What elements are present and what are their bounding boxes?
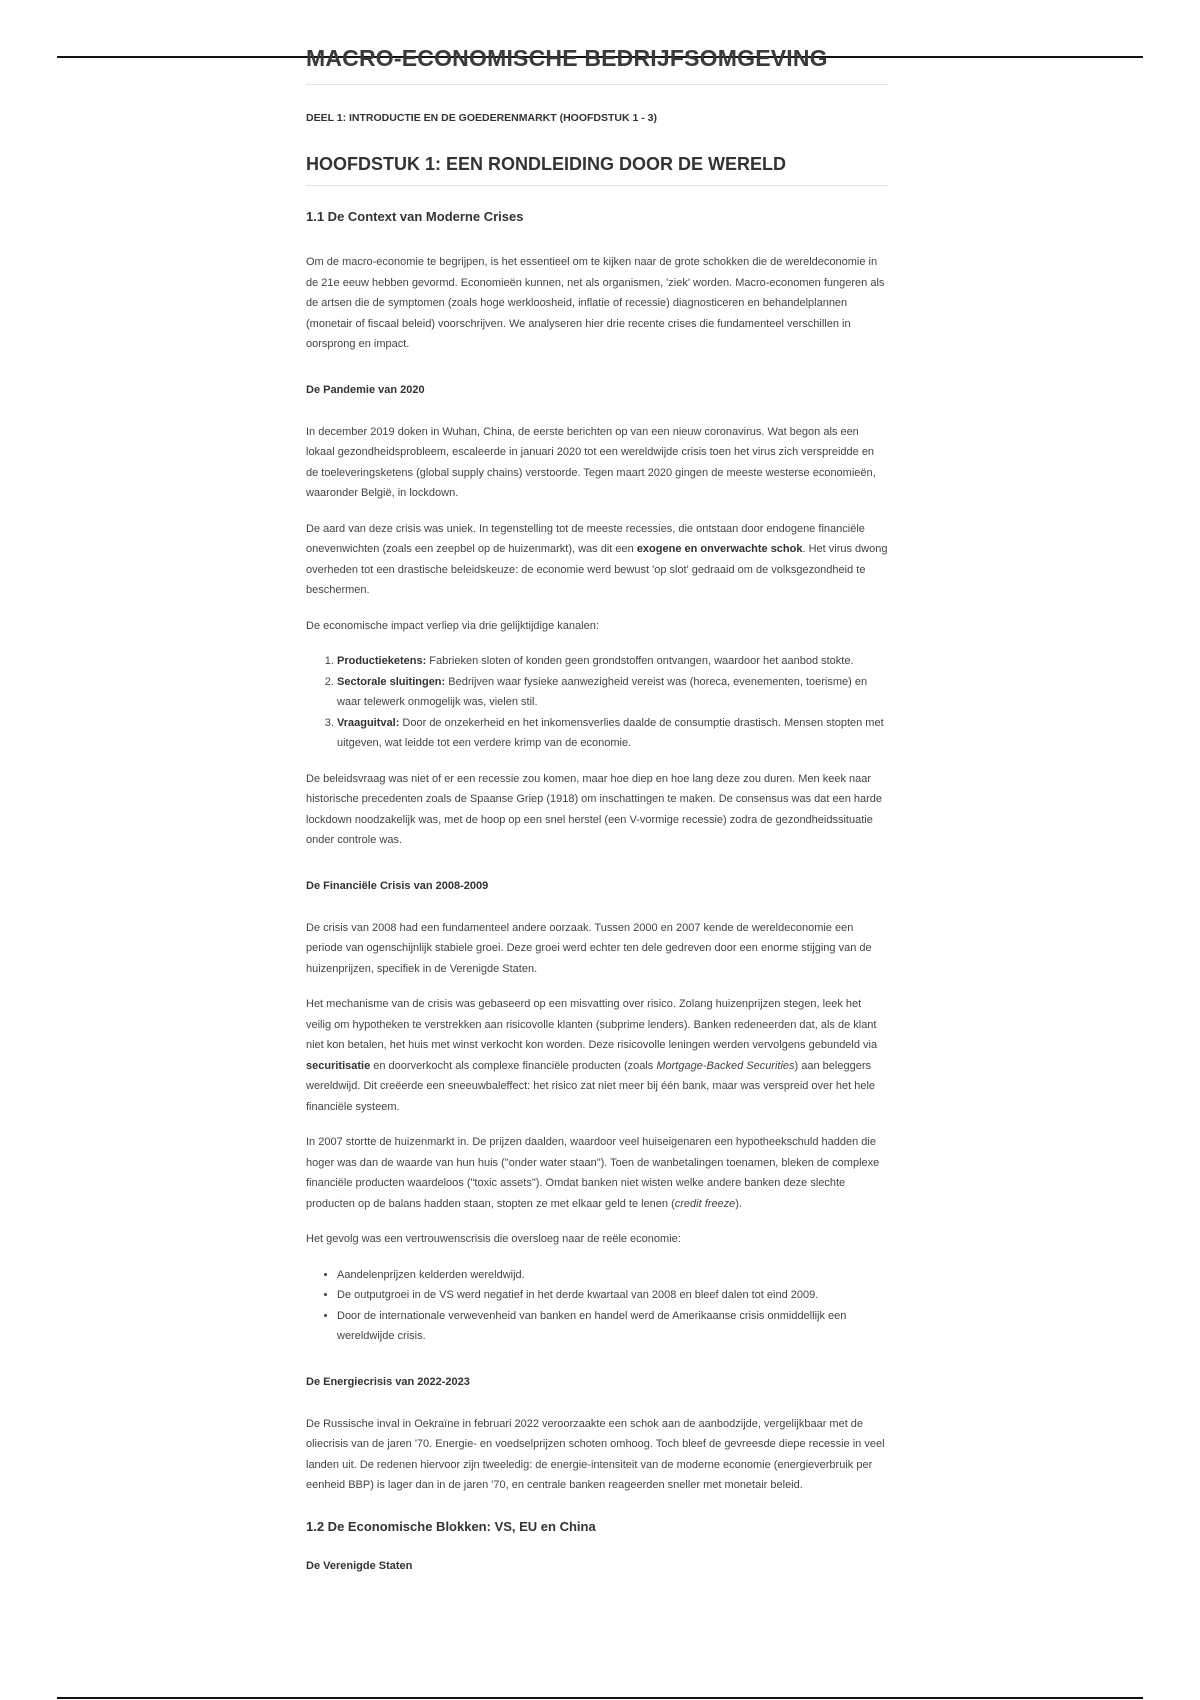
list-item: • Door de internationale verwevenheid van banken en handel werd de Amerikaanse crisis onmiddellijk een wereldwijde crisis. [337,1306,888,1347]
list-item: 1. Productieketens: Fabrieken sloten of konden geen grondstoffen ontvangen, waardoor het aanbod stokte. [337,651,888,672]
list-item: • De outputgroei in de VS werd negatief in het derde kwartaal van 2008 en bleef dalen tot eind 2009. [337,1285,888,1306]
bottom-rule [57,1697,1143,1699]
part-heading: DEEL 1: INTRODUCTIE EN DE GOEDERENMARKT (HOOFDSTUK 1 - 3) [306,112,657,124]
list-item: 2. Sectorale sluitingen: Bedrijven waar fysieke aanwezigheid vereist was (horeca, evenementen, toerisme) en waar telewerk onmogelijk was, vielen stil. [337,672,888,713]
document-page [306,44,888,1573]
section-heading-1-1: 1.1 De Context van Moderne Crises [306,209,524,224]
pandemic-paragraph-2: De aard van deze crisis was uniek. In tegenstelling tot de meeste recessies, die ontstaan door endogene financiële onevenwichten (zoals een zeepbel op de huizenmarkt), was dit een exogene en onverwachte schok. Het virus dwong overheden tot een drastische beleidskeuze: de economie werd bewust 'op slot' gedraaid om de volksgezondheid te beschermen. [306,522,888,596]
pandemic-paragraph-3: De economische impact verliep via drie gelijktijdige kanalen: [306,619,599,632]
subheading-pandemic: De Pandemie van 2020 [306,383,425,396]
section-intro-paragraph: Om de macro-economie te begrijpen, is het essentieel om te kijken naar de grote schokken die de wereldeconomie in de 21e eeuw hebben gevormd. Economieën kunnen, net als organismen, 'ziek' worden. Macro-economen fungeren als de artsen die de symptomen (zoals hoge werkloosheid, inflatie of recessie) diagnosticeren en behandelplannen (monetair of fiscaal beleid) voorschrijven. We analyseren hier drie recente crises die fundamenteel verschillen in oorsprong en impact. [306,256,885,350]
subheading-energy-crisis: De Energiecrisis van 2022-2023 [306,1375,470,1388]
chapter-heading: HOOFDSTUK 1: EEN RONDLEIDING DOOR DE WERELD [306,153,888,186]
subheading-financial-crisis: De Financiële Crisis van 2008-2009 [306,879,489,892]
financial-paragraph-3: In 2007 stortte de huizenmarkt in. De prijzen daalden, waardoor veel huiseigenaren een hypotheekschuld hadden die hoger was dan de waarde van hun huis ("onder water staan"). Toen de wanbetalingen toenamen, bleken de complexe financiële producten waardeloos ("toxic assets"). Omdat banken niet wisten welke andere banken deze slechte producten op de balans hadden staan, stopten ze met elkaar geld te lenen (credit freeze). [306,1136,880,1210]
emphasis-securitisation: securitisatie [306,1059,371,1072]
energy-paragraph-1: De Russische inval in Oekraïne in februari 2022 veroorzaakte een schok aan de aanbodzijde, vergelijkbaar met de oliecrisis van de jaren '70. Energie- en voedselprijzen schoten omhoog. Toch bleef de gevreesde diepe recessie in veel landen uit. De redenen hiervoor zijn tweeledig: de energie-intensiteit van de moderne economie (energieverbruik per eenheid BBP) is lager dan in de jaren '70, en centrale banken reageerden sneller met monetair beleid. [306,1417,885,1491]
pandemic-paragraph-4: De beleidsvraag was niet of er een recessie zou komen, maar hoe diep en hoe lang deze zou duren. Men keek naar historische precedenten zoals de Spaanse Griep (1918) om inschattingen te maken. De consensus was dat een harde lockdown noodzakelijk was, met de hoop op een snel herstel (een V-vormige recessie) zodra de gezondheidssituatie onder controle was. [306,772,883,846]
pandemic-paragraph-1: In december 2019 doken in Wuhan, China, de eerste berichten op van een nieuw coronavirus. Wat begon als een lokaal gezondheidsprobleem, escaleerde in januari 2020 tot een wereldwijde crisis toen het virus zich verspreidde en de toeleveringsketens (global supply chains) verstoorde. Tegen maart 2020 gingen de meeste westerse economieën, waaronder België, in lockdown. [306,425,876,499]
financial-paragraph-4: Het gevolg was een vertrouwenscrisis die oversloeg naar de reële economie: [306,1233,681,1245]
emphasis-exogenous-shock: exogene en onverwachte schok [636,543,803,555]
financial-paragraph-1: De crisis van 2008 had een fundamenteel andere oorzaak. Tussen 2000 en 2007 kende de wereldeconomie een periode van ogenschijnlijk stabiele groei. Deze groei werd echter ten dele gedreven door een enorme stijging van de huizenprijzen, specifiek in de Verenigde Staten. [306,921,872,975]
financial-paragraph-2: Het mechanisme van de crisis was gebaseerd op een misvatting over risico. Zolang huizenprijzen stegen, leek het veilig om hypotheken te verstrekken aan risicovolle klanten (subprime lenders). Banken redeneerden dat, als de klant niet kon betalen, het huis met winst verkocht kon worden. Deze risicovolle leningen werden vervolgens gebundeld via securitisatie en doorverkocht als complexe financiële producten (zoals Mortgage-Backed Securities) aan beleggers wereldwijd. Dit creëerde een sneeuwbaleffect: het risico zat niet meer bij één bank, maar was verspreid over het hele financiële systeem. [306,998,878,1113]
section-heading-1-2: 1.2 De Economische Blokken: VS, EU en China [306,1518,596,1534]
list-item: • Aandelenprijzen kelderden wereldwijd. [337,1265,888,1286]
document-title: MACRO-ECONOMISCHE BEDRIJFSOMGEVING [306,44,888,85]
subheading-united-states: De Verenigde Staten [306,1559,413,1572]
list-item: 3. Vraaguitval: Door de onzekerheid en het inkomensverlies daalde de consumptie drastisch. Mensen stopten met uitgeven, wat leidde tot een verdere krimp van de economie. [337,713,888,754]
consequences-list [306,1265,888,1347]
impact-channels-list [306,651,888,754]
